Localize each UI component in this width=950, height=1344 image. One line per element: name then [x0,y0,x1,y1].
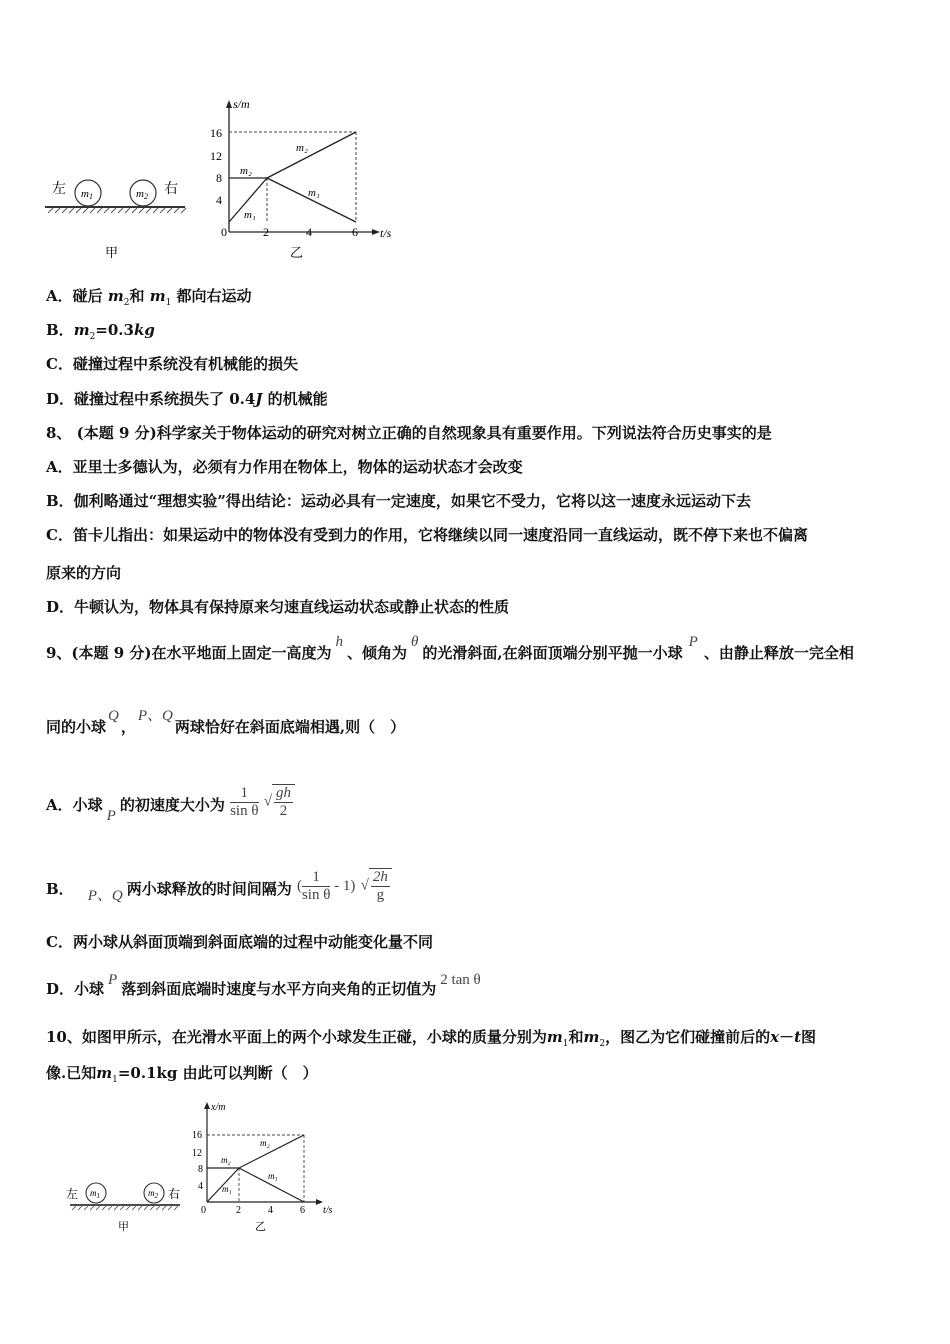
caption-jia: 甲 [118,1221,129,1233]
caption-jia: 甲 [105,245,119,260]
y-tick: 4 [216,193,222,207]
q7-option-c[interactable]: C．碰撞过程中系统没有机械能的损失 [46,355,298,373]
line-label-m2: m₂ [260,1138,270,1148]
x-tick: 2 [263,225,269,239]
ball-m1-label: m1 [81,188,93,201]
x-tick: 6 [352,225,358,239]
origin-label: 0 [201,1205,206,1216]
y-tick: 16 [192,1130,202,1141]
figure-2-yi [192,1102,333,1233]
x-axis-label: t/s [380,226,392,240]
line-label-m1: m₁ [308,187,320,199]
q10-stem-cont: 像.已知$m_1=0.1kg$ 由此可以判断（ ） [46,1064,318,1085]
q9-option-d[interactable]: D．小球 P 落到斜面底端时速度与水平方向夹角的正切值为 2 tan θ [46,972,481,998]
line-label-m1: m₁ [222,1184,232,1194]
line-label-m1: m₁ [268,1171,278,1181]
x-tick: 6 [300,1205,305,1216]
q8-stem: 8、 (本题 9 分)科学家关于物体运动的研究对树立正确的自然现象具有重要作用。下列说法符合历史事实的是 [46,424,772,442]
ball-m1-label: $m_1$ [90,1188,100,1200]
x-tick: 2 [236,1205,241,1216]
y-tick: 4 [198,1181,203,1192]
q9-stem-cont: 同的小球Q，P、Q两球恰好在斜面底端相遇,则（ ） [46,708,406,736]
q7-option-b[interactable]: B．$m_2=0.3kg$ [46,321,155,342]
ball-m2-label: $m_2$ [148,1188,158,1200]
origin-label: 0 [221,225,227,239]
x-axis-label: t/s [323,1205,333,1216]
q8-option-c[interactable]: C．笛卡儿指出：如果运动中的物体没有受到力的作用，它将继续以同一速度沿同一直线运动，既不停下来也不偏离 [46,526,808,544]
q7-option-d[interactable]: D．碰撞过程中系统损失了 0.4J 的机械能 [46,390,328,408]
q9-option-c[interactable]: C．两小球从斜面顶端到斜面底端的过程中动能变化量不同 [46,933,433,951]
q8-option-d[interactable]: D．牛顿认为，物体具有保持原来匀速直线运动状态或静止状态的性质 [46,598,510,616]
figure-1-yi [210,97,392,260]
left-label: 左 [52,182,66,197]
y-tick: 12 [210,149,222,163]
q8-option-a[interactable]: A．亚里士多德认为，必须有力作用在物体上，物体的运动状态才会改变 [46,458,523,476]
q10-stem: 10、如图甲所示，在光滑水平面上的两个小球发生正碰，小球的质量分别为$m_1$和$m_2$，图乙为它们碰撞前后的x－t图 [46,1028,817,1049]
x-tick: 4 [306,225,312,239]
ball-m2-label: m2 [136,188,148,201]
y-tick: 8 [198,1164,203,1175]
y-axis-label: x/m [211,1102,226,1113]
q8-option-b[interactable]: B．伽利略通过“理想实验”得出结论：运动必具有一定速度，如果它不受力，它将以这一速度永远运动下去 [46,492,751,510]
right-label: 右 [164,182,178,197]
q8-option-c-cont: 原来的方向 [46,564,122,582]
y-tick: 8 [216,171,222,185]
caption-yi: 乙 [290,245,304,260]
q7-option-a[interactable]: A．碰后 $m_2$和 $m_1$ 都向右运动 [46,287,252,308]
line-label-m2: m₂ [221,1155,231,1165]
figure-1 [40,90,420,265]
line-label-m2: m₂ [296,142,308,154]
figure-1-jia [45,180,186,260]
y-tick: 12 [192,1148,202,1159]
q9-option-b[interactable]: B． P、Q 两小球释放的时间间隔为 ( $\frac{1}{\text{sin θ}}$ - 1) √ $\frac{2h}{g}$ [46,850,392,886]
line-label-m1: m₁ [244,209,256,221]
q9-option-a[interactable]: A．小球P的初速度大小为 $\frac{1}{\text{sin θ}}$ √ $\frac{gh}{2}$ [46,768,295,804]
x-tick: 4 [268,1205,273,1216]
right-label: 右 [168,1187,181,1201]
left-label: 左 [66,1187,79,1201]
figure-2 [60,1092,360,1237]
q9-stem: 9、(本题 9 分)在水平地面上固定一高度为h、倾角为θ的光滑斜面,在斜面顶端分别平抛一小球P、由静止释放一完全相 [46,634,854,662]
y-tick: 16 [210,126,222,140]
y-axis-label: s/m [233,97,250,111]
caption-yi: 乙 [255,1221,266,1233]
figure-2-jia [66,1183,180,1233]
line-label-m2: m₂ [240,165,252,177]
